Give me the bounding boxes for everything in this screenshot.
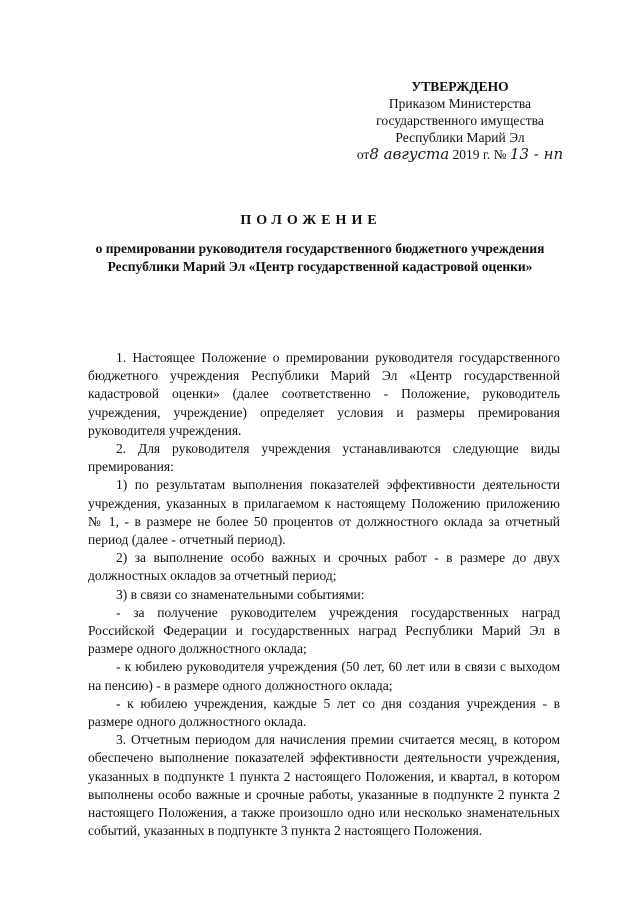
- paragraph-2-3-a: - за получение руководителем учреждения государственных наград Российской Федерации и государственных наград Республики Марий Эл в размере одного должностного оклада;: [88, 604, 560, 657]
- paragraph-2: 2. Для руководителя учреждения устанавливаются следующие виды премирования:: [88, 441, 560, 475]
- approval-date-line: [340, 146, 580, 163]
- paragraph-3: 3. Отчетным периодом для начисления премии считается месяц, в котором обеспечено выполнение показателей эффективности деятельности учреждения, указанных в подпункте 1 пункта 2 настоящего Положения, и квартал, в котором выполнены особо важные и срочные работы, указанные в подпункте 2 пункта 2 настоящего Положения, а также произошло одно или несколько знаменательных событий, указанных в подпункте 3 пункта 2 настоящего Положения.: [88, 732, 560, 839]
- handwritten-date: 8 августа: [369, 145, 450, 163]
- approval-line-1: Приказом Министерства: [388, 96, 532, 111]
- paragraph-2-1: 1) по результатам выполнения показателей эффективности деятельности учреждения, указанных в прилагаемом к настоящему Положению приложению № 1, - в размере не более 50 процентов от должностного оклада за отчетный период (далее - отчетный период).: [88, 477, 560, 548]
- paragraph-2-2: 2) за выполнение особо важных и срочных работ - в размере до двух должностных окладов за отчетный период;: [88, 550, 560, 584]
- date-prefix: от: [356, 147, 370, 162]
- paragraph-2-3-c: - к юбилею учреждения, каждые 5 лет со дня создания учреждения - в размере одного должностного оклада.: [88, 695, 560, 730]
- handwritten-number: 13 - нп: [509, 145, 564, 163]
- document-body: [88, 349, 560, 840]
- date-year: 2019 г. №: [452, 147, 507, 162]
- approval-line-3: Республики Марий Эл: [395, 130, 525, 145]
- document-subtitle: о премировании руководителя государственного бюджетного учреждения Республики Марий Эл «Центр государственной кадастровой оценки»: [95, 241, 545, 274]
- paragraph-2-3-b: - к юбилею руководителя учреждения (50 лет, 60 лет или в связи с выходом на пенсию) - в размере одного должностного оклада;: [88, 659, 560, 693]
- approval-line-2: государственного имущества: [376, 113, 544, 128]
- paragraph-2-3: 3) в связи со знаменательными событиями:: [116, 586, 365, 602]
- paragraph-1: 1. Настоящее Положение о премировании руководителя государственного бюджетного учреждения Республики Марий Эл «Центр государственной кадастровой оценки» (далее соответственно - Положение, руководитель учреждения, учреждение) определяет условия и размеры премирования руководителя учреждения.: [88, 350, 560, 438]
- approval-heading: УТВЕРЖДЕНО: [411, 79, 509, 94]
- document-title: ПОЛОЖЕНИЕ: [240, 213, 382, 228]
- approval-block: [340, 78, 580, 163]
